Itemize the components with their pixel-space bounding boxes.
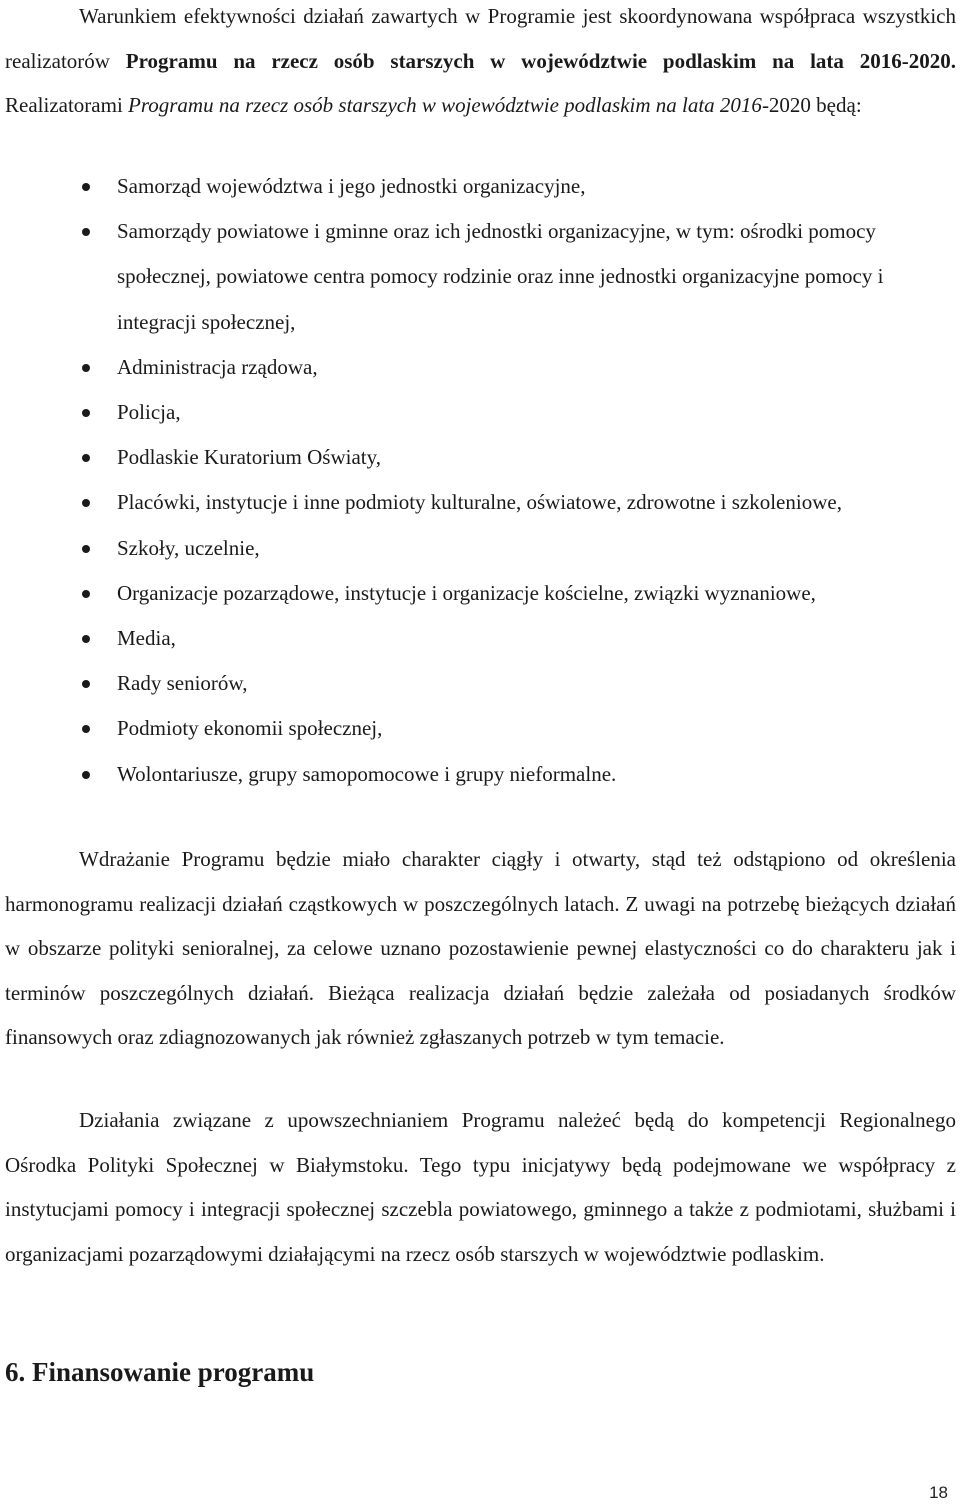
list-item: Organizacje pozarządowe, instytucje i organizacje kościelne, związki wyznaniowe, [5, 571, 956, 616]
bullet-icon [82, 454, 90, 462]
bullet-icon [82, 228, 90, 236]
bullet-icon [82, 680, 90, 688]
list-item: Podmioty ekonomii społecznej, [5, 706, 956, 751]
list-item: Samorządy powiatowe i gminne oraz ich jednostki organizacyjne, w tym: ośrodki pomocy społecznej, powiatowe centra pomocy rodzinie oraz inne jednostki organizacyjne pomocy i integracji społecznej, [5, 209, 956, 345]
implementation-paragraph: Wdrażanie Programu będzie miało charakter ciągły i otwarty, stąd też odstąpiono od określenia harmonogramu realizacji działań cząstkowych w poszczególnych latach. Z uwagi na potrzebę bieżących działań w obszarze polityki senioralnej, za celowe uznano pozostawienie pewnej elastyczności co do charakteru jak i terminów poszczególnych działań. Bieżąca realizacja działań będzie zależała od posiadanych środków finansowych oraz zdiagnozowanych jak również zgłaszanych potrzeb w tym temacie. [5, 847, 956, 1049]
bullet-icon [82, 545, 90, 553]
list-item: Rady seniorów, [5, 661, 956, 706]
bullet-icon [82, 499, 90, 507]
list-item: Wolontariusze, grupy samopomocowe i grupy nieformalne. [5, 752, 956, 797]
realizers-list [5, 164, 956, 797]
list-item: Podlaskie Kuratorium Oświaty, [5, 435, 956, 480]
bullet-icon [82, 725, 90, 733]
bullet-icon [82, 409, 90, 417]
promotion-paragraph: Działania związane z upowszechnianiem Programu należeć będą do kompetencji Regionalnego Ośrodka Polityki Społecznej w Białymstoku. Tego typu inicjatywy będą podejmowane we współpracy z instytucjami pomocy i integracji społecznej szczebla powiatowego, gminnego a także z podmiotami, służbami i organizacjami pozarządowymi działającymi na rzecz osób starszych w województwie podlaskim. [5, 1108, 956, 1266]
list-item: Media, [5, 616, 956, 661]
bullet-icon [82, 364, 90, 372]
list-item: Placówki, instytucje i inne podmioty kulturalne, oświatowe, zdrowotne i szkoleniowe, [5, 480, 956, 525]
page-number: 18 [929, 1483, 948, 1502]
intro-text-2: Realizatorami [5, 93, 129, 117]
list-item: Administracja rządowa, [5, 345, 956, 390]
section-heading: 6. Finansowanie programu [5, 1357, 315, 1387]
bullet-icon [82, 635, 90, 643]
intro-paragraph [5, 0, 956, 128]
intro-program-name-bold: Programu na rzecz osób starszych w województwie podlaskim na lata 2016-2020. [125, 48, 956, 73]
list-item: Samorząd województwa i jego jednostki organizacyjne, [5, 164, 956, 209]
bullet-icon [82, 771, 90, 779]
list-item: Policja, [5, 390, 956, 435]
bullet-icon [82, 183, 90, 191]
list-item: Szkoły, uczelnie, [5, 526, 956, 571]
intro-text-1: Warunkiem efektywności działań zawartych w Programie jest skoordynowana współpraca wszystkich realizatorów [5, 4, 956, 73]
intro-program-name-italic: Programu na rzecz osób starszych w województwie podlaskim na lata 2016 [128, 93, 762, 117]
bullet-icon [82, 590, 90, 598]
intro-text-3: -2020 będą: [761, 93, 862, 117]
